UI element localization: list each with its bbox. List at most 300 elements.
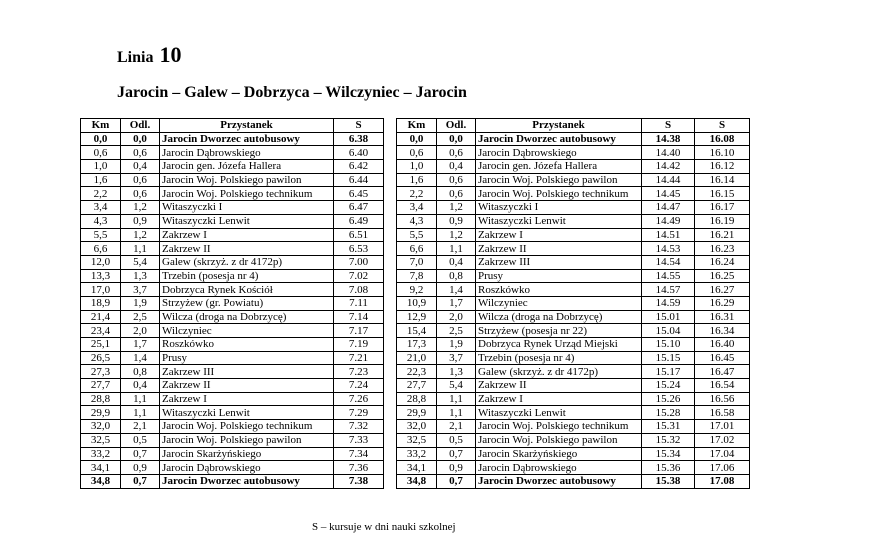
cell-distance: 0,9 bbox=[437, 214, 476, 228]
cell-distance: 0,0 bbox=[437, 132, 476, 146]
cell-time-s1: 15.28 bbox=[642, 406, 695, 420]
cell-time-s2: 16.29 bbox=[695, 296, 750, 310]
table-row bbox=[81, 132, 384, 146]
cell-stop: Witaszyczki I bbox=[476, 201, 642, 215]
table-row bbox=[81, 420, 384, 434]
cell-time-s2: 16.54 bbox=[695, 379, 750, 393]
table-row bbox=[397, 269, 750, 283]
cell-stop: Jarocin Woj. Polskiego technikum bbox=[160, 420, 334, 434]
cell-distance: 1,9 bbox=[121, 296, 160, 310]
table-row bbox=[397, 173, 750, 187]
cell-km: 28,8 bbox=[81, 392, 121, 406]
cell-stop: Jarocin Dąbrowskiego bbox=[476, 461, 642, 475]
cell-time-s: 6.42 bbox=[334, 160, 384, 174]
cell-stop: Roszkówko bbox=[476, 283, 642, 297]
cell-time-s2: 16.19 bbox=[695, 214, 750, 228]
cell-time-s: 6.49 bbox=[334, 214, 384, 228]
cell-stop: Jarocin Woj. Polskiego technikum bbox=[476, 420, 642, 434]
cell-time-s1: 15.01 bbox=[642, 310, 695, 324]
cell-distance: 2,5 bbox=[437, 324, 476, 338]
cell-stop: Zakrzew III bbox=[476, 255, 642, 269]
cell-km: 4,3 bbox=[81, 214, 121, 228]
cell-stop: Jarocin Dworzec autobusowy bbox=[160, 132, 334, 146]
cell-stop: Jarocin Woj. Polskiego pawilon bbox=[476, 433, 642, 447]
cell-distance: 0,5 bbox=[437, 433, 476, 447]
cell-stop: Jarocin Skarżyńskiego bbox=[160, 447, 334, 461]
cell-time-s: 7.34 bbox=[334, 447, 384, 461]
cell-stop: Galew (skrzyż. z dr 4172p) bbox=[160, 255, 334, 269]
cell-time-s1: 14.57 bbox=[642, 283, 695, 297]
cell-distance: 0,9 bbox=[437, 461, 476, 475]
cell-distance: 0,6 bbox=[121, 173, 160, 187]
cell-distance: 3,7 bbox=[121, 283, 160, 297]
table-row bbox=[81, 324, 384, 338]
footnote: S – kursuje w dni nauki szkolnej bbox=[312, 521, 456, 533]
table-row bbox=[81, 474, 384, 488]
cell-stop: Jarocin Woj. Polskiego pawilon bbox=[476, 173, 642, 187]
column-header-distance: Odl. bbox=[437, 119, 476, 133]
table-row bbox=[81, 283, 384, 297]
table-row bbox=[397, 132, 750, 146]
line-title-prefix: Linia bbox=[117, 49, 154, 66]
cell-stop: Wilcza (droga na Dobrzycę) bbox=[476, 310, 642, 324]
cell-time-s: 6.44 bbox=[334, 173, 384, 187]
cell-distance: 1,3 bbox=[437, 365, 476, 379]
table-row bbox=[397, 351, 750, 365]
cell-stop: Zakrzew III bbox=[160, 365, 334, 379]
cell-km: 32,5 bbox=[81, 433, 121, 447]
table-row bbox=[397, 365, 750, 379]
cell-time-s: 7.38 bbox=[334, 474, 384, 488]
cell-stop: Strzyżew (posesja nr 22) bbox=[476, 324, 642, 338]
table-row bbox=[397, 406, 750, 420]
cell-km: 12,9 bbox=[397, 310, 437, 324]
cell-distance: 3,7 bbox=[437, 351, 476, 365]
table-row bbox=[397, 255, 750, 269]
cell-time-s1: 14.54 bbox=[642, 255, 695, 269]
cell-km: 26,5 bbox=[81, 351, 121, 365]
cell-distance: 1,1 bbox=[121, 392, 160, 406]
cell-time-s: 6.38 bbox=[334, 132, 384, 146]
cell-stop: Zakrzew I bbox=[160, 228, 334, 242]
cell-km: 33,2 bbox=[81, 447, 121, 461]
cell-time-s: 6.45 bbox=[334, 187, 384, 201]
cell-distance: 0,4 bbox=[437, 255, 476, 269]
cell-distance: 1,1 bbox=[437, 392, 476, 406]
cell-time-s2: 16.12 bbox=[695, 160, 750, 174]
cell-km: 9,2 bbox=[397, 283, 437, 297]
cell-distance: 5,4 bbox=[121, 255, 160, 269]
table-row bbox=[81, 447, 384, 461]
cell-time-s: 7.19 bbox=[334, 338, 384, 352]
table-row bbox=[81, 433, 384, 447]
cell-distance: 0,6 bbox=[121, 146, 160, 160]
table-row bbox=[81, 351, 384, 365]
table-row bbox=[81, 255, 384, 269]
cell-time-s1: 15.15 bbox=[642, 351, 695, 365]
cell-distance: 0,6 bbox=[437, 173, 476, 187]
cell-time-s1: 14.44 bbox=[642, 173, 695, 187]
cell-time-s2: 16.10 bbox=[695, 146, 750, 160]
table-row bbox=[81, 379, 384, 393]
table-row bbox=[397, 379, 750, 393]
cell-time-s: 6.51 bbox=[334, 228, 384, 242]
cell-time-s2: 16.31 bbox=[695, 310, 750, 324]
table-row bbox=[81, 296, 384, 310]
cell-time-s1: 15.17 bbox=[642, 365, 695, 379]
table-row bbox=[397, 433, 750, 447]
cell-distance: 0,4 bbox=[437, 160, 476, 174]
cell-time-s2: 16.45 bbox=[695, 351, 750, 365]
cell-distance: 2,0 bbox=[121, 324, 160, 338]
column-header-time-s2: S bbox=[695, 119, 750, 133]
timetable-outbound bbox=[80, 118, 384, 489]
cell-km: 3,4 bbox=[397, 201, 437, 215]
cell-distance: 1,3 bbox=[121, 269, 160, 283]
cell-time-s2: 16.27 bbox=[695, 283, 750, 297]
table-row bbox=[81, 392, 384, 406]
cell-stop: Prusy bbox=[160, 351, 334, 365]
cell-stop: Witaszyczki Lenwit bbox=[160, 406, 334, 420]
cell-time-s: 6.40 bbox=[334, 146, 384, 160]
cell-time-s1: 15.36 bbox=[642, 461, 695, 475]
cell-km: 33,2 bbox=[397, 447, 437, 461]
cell-distance: 5,4 bbox=[437, 379, 476, 393]
line-number: 10 bbox=[159, 42, 182, 67]
cell-time-s2: 16.23 bbox=[695, 242, 750, 256]
table-row bbox=[81, 242, 384, 256]
cell-distance: 1,1 bbox=[121, 406, 160, 420]
cell-km: 0,6 bbox=[397, 146, 437, 160]
cell-distance: 1,9 bbox=[437, 338, 476, 352]
cell-stop: Jarocin gen. Józefa Hallera bbox=[476, 160, 642, 174]
cell-stop: Jarocin Skarżyńskiego bbox=[476, 447, 642, 461]
cell-time-s1: 14.59 bbox=[642, 296, 695, 310]
cell-km: 21,4 bbox=[81, 310, 121, 324]
cell-time-s2: 16.17 bbox=[695, 201, 750, 215]
cell-time-s2: 16.34 bbox=[695, 324, 750, 338]
table-header-row bbox=[397, 119, 750, 133]
table-row bbox=[397, 461, 750, 475]
cell-time-s: 6.53 bbox=[334, 242, 384, 256]
cell-distance: 0,8 bbox=[121, 365, 160, 379]
cell-stop: Jarocin gen. Józefa Hallera bbox=[160, 160, 334, 174]
cell-km: 22,3 bbox=[397, 365, 437, 379]
cell-time-s2: 16.40 bbox=[695, 338, 750, 352]
cell-stop: Zakrzew II bbox=[476, 242, 642, 256]
table-row bbox=[81, 406, 384, 420]
cell-km: 2,2 bbox=[81, 187, 121, 201]
cell-time-s2: 16.21 bbox=[695, 228, 750, 242]
cell-stop: Trzebin (posesja nr 4) bbox=[160, 269, 334, 283]
cell-time-s: 7.32 bbox=[334, 420, 384, 434]
cell-stop: Jarocin Dąbrowskiego bbox=[160, 461, 334, 475]
cell-km: 27,3 bbox=[81, 365, 121, 379]
cell-distance: 1,1 bbox=[437, 242, 476, 256]
cell-time-s1: 14.45 bbox=[642, 187, 695, 201]
table-row bbox=[397, 447, 750, 461]
cell-distance: 0,6 bbox=[121, 187, 160, 201]
cell-time-s1: 14.53 bbox=[642, 242, 695, 256]
table-row bbox=[397, 283, 750, 297]
cell-stop: Jarocin Woj. Polskiego pawilon bbox=[160, 173, 334, 187]
cell-time-s1: 14.51 bbox=[642, 228, 695, 242]
table-header-row bbox=[81, 119, 384, 133]
cell-stop: Zakrzew I bbox=[476, 392, 642, 406]
column-header-time-s1: S bbox=[642, 119, 695, 133]
column-header-distance: Odl. bbox=[121, 119, 160, 133]
cell-distance: 0,9 bbox=[121, 461, 160, 475]
cell-km: 4,3 bbox=[397, 214, 437, 228]
cell-time-s: 7.21 bbox=[334, 351, 384, 365]
cell-time-s1: 15.38 bbox=[642, 474, 695, 488]
table-row bbox=[81, 146, 384, 160]
cell-time-s1: 14.42 bbox=[642, 160, 695, 174]
cell-time-s: 7.00 bbox=[334, 255, 384, 269]
table-row bbox=[397, 474, 750, 488]
cell-km: 12,0 bbox=[81, 255, 121, 269]
table-row bbox=[397, 392, 750, 406]
cell-time-s2: 17.02 bbox=[695, 433, 750, 447]
cell-distance: 1,1 bbox=[437, 406, 476, 420]
cell-km: 1,0 bbox=[397, 160, 437, 174]
column-header-km: Km bbox=[397, 119, 437, 133]
cell-km: 13,3 bbox=[81, 269, 121, 283]
cell-km: 6,6 bbox=[81, 242, 121, 256]
table-row bbox=[397, 338, 750, 352]
cell-km: 34,1 bbox=[81, 461, 121, 475]
cell-time-s: 7.33 bbox=[334, 433, 384, 447]
cell-time-s2: 16.14 bbox=[695, 173, 750, 187]
cell-stop: Dobrzyca Rynek Kościół bbox=[160, 283, 334, 297]
cell-time-s2: 16.56 bbox=[695, 392, 750, 406]
cell-stop: Witaszyczki Lenwit bbox=[476, 406, 642, 420]
cell-time-s2: 16.08 bbox=[695, 132, 750, 146]
cell-time-s2: 17.08 bbox=[695, 474, 750, 488]
cell-km: 17,0 bbox=[81, 283, 121, 297]
table-row bbox=[397, 310, 750, 324]
cell-time-s2: 17.01 bbox=[695, 420, 750, 434]
cell-time-s: 7.11 bbox=[334, 296, 384, 310]
cell-stop: Trzebin (posesja nr 4) bbox=[476, 351, 642, 365]
cell-time-s: 6.47 bbox=[334, 201, 384, 215]
cell-km: 32,0 bbox=[81, 420, 121, 434]
cell-km: 6,6 bbox=[397, 242, 437, 256]
cell-km: 32,0 bbox=[397, 420, 437, 434]
cell-stop: Zakrzew I bbox=[476, 228, 642, 242]
table-row bbox=[397, 160, 750, 174]
cell-stop: Jarocin Woj. Polskiego pawilon bbox=[160, 433, 334, 447]
cell-km: 34,8 bbox=[81, 474, 121, 488]
table-row bbox=[81, 228, 384, 242]
cell-km: 28,8 bbox=[397, 392, 437, 406]
table-row bbox=[397, 228, 750, 242]
cell-distance: 1,2 bbox=[437, 228, 476, 242]
table-row bbox=[397, 420, 750, 434]
cell-stop: Roszkówko bbox=[160, 338, 334, 352]
cell-distance: 1,7 bbox=[437, 296, 476, 310]
cell-stop: Prusy bbox=[476, 269, 642, 283]
cell-distance: 1,4 bbox=[437, 283, 476, 297]
cell-time-s: 7.23 bbox=[334, 365, 384, 379]
cell-km: 2,2 bbox=[397, 187, 437, 201]
route-name: Jarocin – Galew – Dobrzyca – Wilczyniec – Jarocin bbox=[117, 84, 467, 101]
cell-distance: 1,7 bbox=[121, 338, 160, 352]
cell-time-s2: 16.15 bbox=[695, 187, 750, 201]
cell-time-s: 7.26 bbox=[334, 392, 384, 406]
cell-distance: 0,9 bbox=[121, 214, 160, 228]
column-header-stop: Przystanek bbox=[160, 119, 334, 133]
cell-km: 17,3 bbox=[397, 338, 437, 352]
cell-km: 27,7 bbox=[397, 379, 437, 393]
cell-distance: 1,2 bbox=[437, 201, 476, 215]
cell-distance: 0,4 bbox=[121, 160, 160, 174]
line-title bbox=[117, 42, 181, 68]
cell-stop: Jarocin Dworzec autobusowy bbox=[160, 474, 334, 488]
cell-km: 1,0 bbox=[81, 160, 121, 174]
cell-distance: 1,2 bbox=[121, 201, 160, 215]
cell-km: 0,0 bbox=[81, 132, 121, 146]
cell-km: 29,9 bbox=[397, 406, 437, 420]
cell-stop: Witaszyczki Lenwit bbox=[476, 214, 642, 228]
cell-distance: 0,7 bbox=[437, 447, 476, 461]
table-row bbox=[81, 269, 384, 283]
timetable-return bbox=[396, 118, 750, 489]
table-row bbox=[81, 365, 384, 379]
cell-km: 15,4 bbox=[397, 324, 437, 338]
cell-time-s1: 15.24 bbox=[642, 379, 695, 393]
cell-time-s: 7.14 bbox=[334, 310, 384, 324]
cell-time-s: 7.17 bbox=[334, 324, 384, 338]
cell-distance: 0,6 bbox=[437, 187, 476, 201]
cell-time-s: 7.29 bbox=[334, 406, 384, 420]
table-row bbox=[81, 214, 384, 228]
cell-time-s1: 14.40 bbox=[642, 146, 695, 160]
cell-distance: 2,1 bbox=[437, 420, 476, 434]
cell-stop: Wilczyniec bbox=[476, 296, 642, 310]
cell-km: 25,1 bbox=[81, 338, 121, 352]
cell-time-s2: 16.24 bbox=[695, 255, 750, 269]
cell-km: 34,8 bbox=[397, 474, 437, 488]
cell-time-s1: 15.34 bbox=[642, 447, 695, 461]
cell-time-s1: 15.31 bbox=[642, 420, 695, 434]
cell-stop: Zakrzew I bbox=[160, 392, 334, 406]
table-row bbox=[397, 201, 750, 215]
cell-km: 23,4 bbox=[81, 324, 121, 338]
cell-km: 5,5 bbox=[397, 228, 437, 242]
table-row bbox=[397, 242, 750, 256]
cell-time-s2: 16.25 bbox=[695, 269, 750, 283]
table-row bbox=[81, 173, 384, 187]
cell-time-s: 7.02 bbox=[334, 269, 384, 283]
cell-km: 29,9 bbox=[81, 406, 121, 420]
cell-time-s: 7.24 bbox=[334, 379, 384, 393]
cell-time-s1: 15.04 bbox=[642, 324, 695, 338]
cell-distance: 0,5 bbox=[121, 433, 160, 447]
cell-stop: Wilcza (droga na Dobrzycę) bbox=[160, 310, 334, 324]
cell-km: 5,5 bbox=[81, 228, 121, 242]
table-row bbox=[81, 187, 384, 201]
cell-stop: Zakrzew II bbox=[160, 379, 334, 393]
cell-time-s1: 15.26 bbox=[642, 392, 695, 406]
table-row bbox=[81, 338, 384, 352]
table-row bbox=[81, 201, 384, 215]
cell-stop: Zakrzew II bbox=[476, 379, 642, 393]
cell-stop: Strzyżew (gr. Powiatu) bbox=[160, 296, 334, 310]
cell-stop: Witaszyczki Lenwit bbox=[160, 214, 334, 228]
cell-time-s: 7.36 bbox=[334, 461, 384, 475]
cell-time-s2: 16.47 bbox=[695, 365, 750, 379]
table-row bbox=[397, 187, 750, 201]
cell-km: 7,8 bbox=[397, 269, 437, 283]
cell-stop: Jarocin Dworzec autobusowy bbox=[476, 474, 642, 488]
cell-time-s1: 15.32 bbox=[642, 433, 695, 447]
table-row bbox=[397, 296, 750, 310]
cell-time-s2: 16.58 bbox=[695, 406, 750, 420]
cell-stop: Dobrzyca Rynek Urząd Miejski bbox=[476, 338, 642, 352]
column-header-km: Km bbox=[81, 119, 121, 133]
cell-stop: Jarocin Dąbrowskiego bbox=[476, 146, 642, 160]
cell-stop: Galew (skrzyż. z dr 4172p) bbox=[476, 365, 642, 379]
table-row bbox=[397, 214, 750, 228]
cell-km: 21,0 bbox=[397, 351, 437, 365]
table-row bbox=[81, 461, 384, 475]
cell-km: 1,6 bbox=[397, 173, 437, 187]
cell-km: 0,0 bbox=[397, 132, 437, 146]
cell-distance: 1,2 bbox=[121, 228, 160, 242]
cell-km: 0,6 bbox=[81, 146, 121, 160]
cell-distance: 2,1 bbox=[121, 420, 160, 434]
cell-km: 1,6 bbox=[81, 173, 121, 187]
cell-km: 27,7 bbox=[81, 379, 121, 393]
cell-km: 32,5 bbox=[397, 433, 437, 447]
table-row bbox=[397, 324, 750, 338]
cell-stop: Jarocin Woj. Polskiego technikum bbox=[476, 187, 642, 201]
cell-distance: 1,4 bbox=[121, 351, 160, 365]
cell-stop: Witaszyczki I bbox=[160, 201, 334, 215]
column-header-time-s: S bbox=[334, 119, 384, 133]
cell-time-s2: 17.06 bbox=[695, 461, 750, 475]
cell-km: 7,0 bbox=[397, 255, 437, 269]
cell-distance: 2,0 bbox=[437, 310, 476, 324]
cell-time-s1: 14.49 bbox=[642, 214, 695, 228]
cell-stop: Wilczyniec bbox=[160, 324, 334, 338]
cell-km: 18,9 bbox=[81, 296, 121, 310]
cell-stop: Zakrzew II bbox=[160, 242, 334, 256]
column-header-stop: Przystanek bbox=[476, 119, 642, 133]
cell-distance: 0,7 bbox=[121, 474, 160, 488]
table-row bbox=[397, 146, 750, 160]
cell-distance: 2,5 bbox=[121, 310, 160, 324]
cell-time-s: 7.08 bbox=[334, 283, 384, 297]
cell-distance: 0,7 bbox=[437, 474, 476, 488]
cell-stop: Jarocin Woj. Polskiego technikum bbox=[160, 187, 334, 201]
cell-distance: 0,4 bbox=[121, 379, 160, 393]
cell-time-s1: 14.55 bbox=[642, 269, 695, 283]
table-row bbox=[81, 310, 384, 324]
cell-distance: 0,6 bbox=[437, 146, 476, 160]
cell-time-s2: 17.04 bbox=[695, 447, 750, 461]
cell-km: 10,9 bbox=[397, 296, 437, 310]
table-row bbox=[81, 160, 384, 174]
cell-distance: 0,7 bbox=[121, 447, 160, 461]
cell-km: 3,4 bbox=[81, 201, 121, 215]
cell-time-s1: 14.38 bbox=[642, 132, 695, 146]
cell-km: 34,1 bbox=[397, 461, 437, 475]
cell-time-s1: 15.10 bbox=[642, 338, 695, 352]
cell-distance: 0,0 bbox=[121, 132, 160, 146]
cell-distance: 1,1 bbox=[121, 242, 160, 256]
